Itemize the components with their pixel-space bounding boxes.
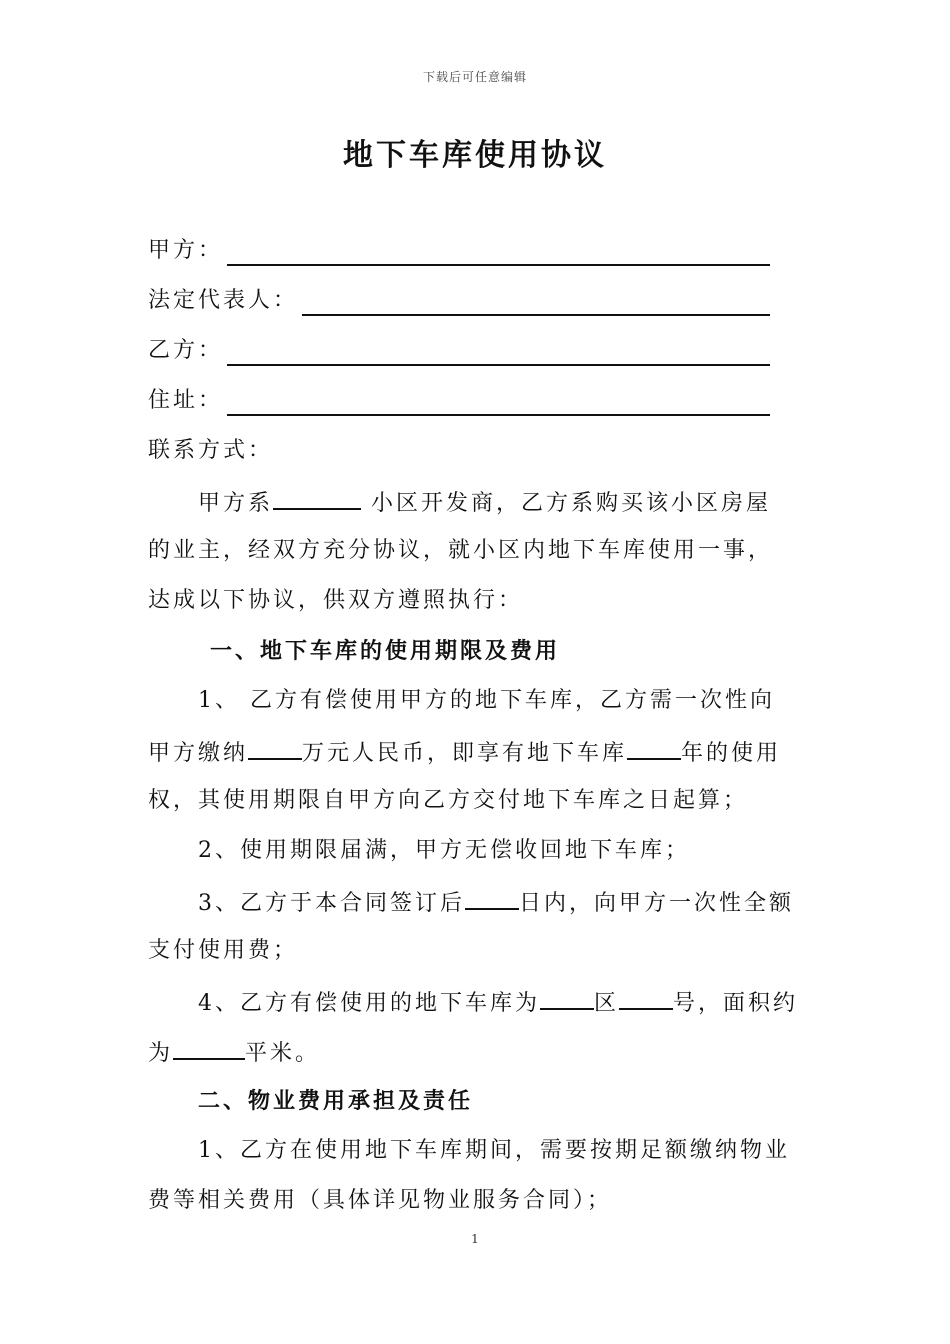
intro-line-3: 达成以下协议，供双方遵照执行： xyxy=(148,588,524,613)
amount-blank[interactable] xyxy=(248,736,302,760)
s1-item4-l2-b: 平米。 xyxy=(245,1041,321,1066)
s1-item4-l2-a: 为 xyxy=(148,1041,174,1066)
s1-item3-line-1 xyxy=(198,886,794,919)
number-blank[interactable] xyxy=(619,986,673,1010)
s1-item1-l2-c: 年的使用 xyxy=(681,741,782,766)
s1-item3-line-2: 支付使用费； xyxy=(148,938,299,963)
s1-item4-l1-c: 号，面积约 xyxy=(673,991,799,1016)
party-b-label: 乙方： xyxy=(148,338,224,363)
intro-line-2: 的业主，经双方充分协议，就小区内地下车库使用一事， xyxy=(148,538,774,563)
s1-item4-l1-b: 区 xyxy=(594,991,620,1016)
section-2-heading: 二、物业费用承担及责任 xyxy=(198,1088,474,1114)
contact-label: 联系方式： xyxy=(148,438,274,463)
party-b-field[interactable] xyxy=(227,342,770,366)
s1-item1-line-2 xyxy=(148,736,781,769)
party-a-label: 甲方： xyxy=(148,238,224,263)
zone-blank[interactable] xyxy=(540,986,594,1010)
legal-rep-field[interactable] xyxy=(302,292,770,316)
intro-line-1 xyxy=(198,486,771,519)
legal-rep-label: 法定代表人： xyxy=(148,288,299,313)
s1-item1-line-3: 权，其使用期限自甲方向乙方交付地下车库之日起算； xyxy=(148,788,749,813)
legal-rep-row xyxy=(148,286,770,316)
developer-blank[interactable] xyxy=(273,486,361,510)
s1-item3-l1-b: 日内，向甲方一次性全额 xyxy=(519,891,795,916)
party-a-field[interactable] xyxy=(227,242,770,266)
s1-item2: 2、使用期限届满，甲方无偿收回地下车库； xyxy=(198,838,690,863)
address-field[interactable] xyxy=(227,392,770,416)
s2-item1-line-1: 1、乙方在使用地下车库期间，需要按期足额缴纳物业 xyxy=(198,1138,790,1163)
s1-item1-l2-a: 甲方缴纳 xyxy=(148,741,249,766)
years-blank[interactable] xyxy=(627,736,681,760)
address-label: 住址： xyxy=(148,388,224,413)
s1-item1-line-1: 1、 乙方有偿使用甲方的地下车库，乙方需一次性向 xyxy=(198,688,775,713)
header-note: 下载后可任意编辑 xyxy=(422,70,527,84)
days-blank[interactable] xyxy=(465,886,519,910)
s1-item4-line-1 xyxy=(198,986,798,1019)
document-title: 地下车库使用协议 xyxy=(343,138,607,173)
intro-line-1-b: 小区开发商，乙方系购买该小区房屋 xyxy=(361,491,772,516)
s1-item3-l1-a: 3、乙方于本合同签订后 xyxy=(198,891,465,916)
party-a-row xyxy=(148,236,770,266)
intro-line-1-a: 甲方系 xyxy=(198,491,274,516)
section-1-heading: 一、地下车库的使用期限及费用 xyxy=(210,638,561,664)
s1-item1-l2-b: 万元人民币，即享有地下车库 xyxy=(302,741,628,766)
page-number: 1 xyxy=(471,1232,479,1246)
s1-item4-l1-a: 4、乙方有偿使用的地下车库为 xyxy=(198,991,540,1016)
s2-item1-line-2: 费等相关费用（具体详见物业服务合同）； xyxy=(148,1188,613,1213)
s1-item4-line-2 xyxy=(148,1036,320,1069)
address-row xyxy=(148,386,770,416)
area-blank[interactable] xyxy=(173,1036,245,1060)
party-b-row xyxy=(148,336,770,366)
